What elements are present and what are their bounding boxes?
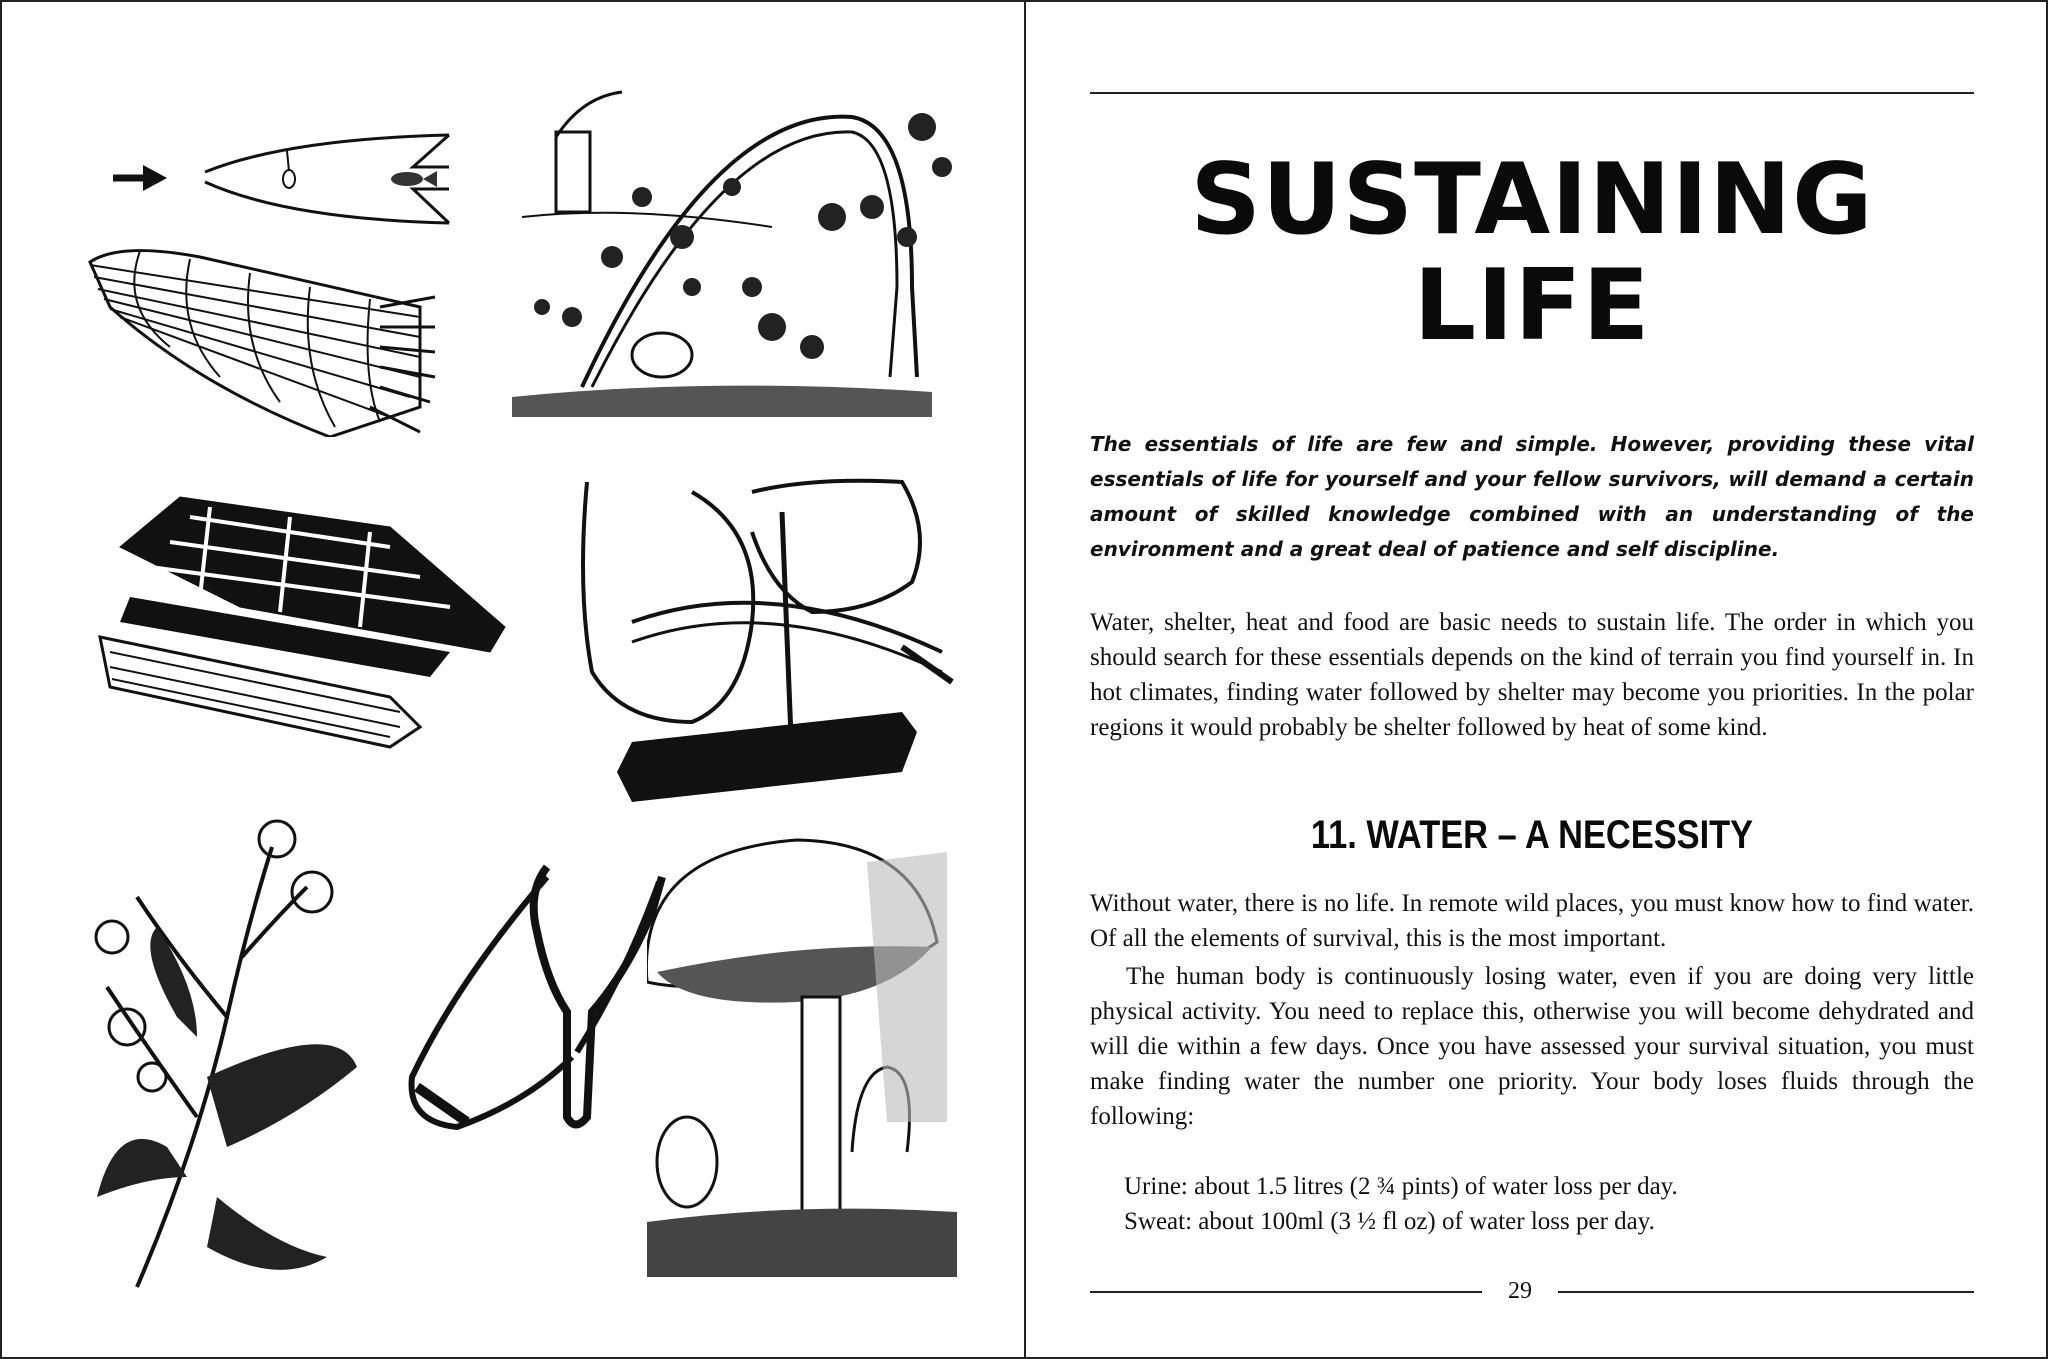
chapter-title-line2: LIFE [1413, 249, 1651, 363]
snare-icon [512, 87, 962, 427]
mushroom-icon [647, 822, 957, 1282]
fluid-loss-list [1124, 1169, 1974, 1239]
page-number: 29 [1508, 1278, 1532, 1304]
left-page-illustrations [2, 2, 1024, 1359]
section-paragraph-2: The human body is continuously losing water, even if you are doing very little physical activity. You need to replace this, otherwise you will become dehydrated and will die within a few days. Once you have assessed your survival situation, you must make finding water the number one priority. Your body loses fluids through the following: [1090, 963, 1974, 1130]
list-item: Urine: about 1.5 litres (2 ¾ pints) of water loss per day. [1124, 1173, 1678, 1200]
body-paragraph: Water, shelter, heat and food are basic needs to sustain life. The order in which you should search for these essentials depends on the kind of terrain you find yourself in. In hot climates, finding water followed by shelter may become you priorities. In the polar regions it would probably be shelter followed by heat of some kind. [1090, 609, 1974, 741]
section-heading: 11. WATER – A NECESSITY [1310, 813, 1754, 857]
chapter-title [1090, 143, 1974, 363]
top-rule [1090, 92, 1974, 94]
fish-trap-icon [107, 127, 467, 227]
footer-rule-right [1558, 1291, 1974, 1293]
plant-icon [77, 817, 377, 1292]
chapter-title-line1: SUSTAINING [1190, 143, 1874, 257]
footer-rule-left [1090, 1291, 1482, 1293]
right-page-text [1026, 2, 2048, 1359]
slingshot-icon [397, 862, 682, 1182]
section-paragraph-1: Without water, there is no life. In remote wild places, you must know how to find water. Of all the elements of survival, this is the most important. [1090, 890, 1974, 952]
chapter-intro: The essentials of life are few and simple. However, providing these vital essentials of life for yourself and your fellow survivors, will demand a certain amount of skilled knowledge combined with an understanding of the environment and a great deal of patience and self discipline. [1090, 432, 1974, 561]
list-item: Sweat: about 100ml (3 ½ fl oz) of water loss per day. [1124, 1208, 1655, 1235]
bow-drill-icon [572, 472, 957, 807]
basket-trap-icon [80, 237, 440, 437]
log-raft-icon [90, 487, 515, 757]
